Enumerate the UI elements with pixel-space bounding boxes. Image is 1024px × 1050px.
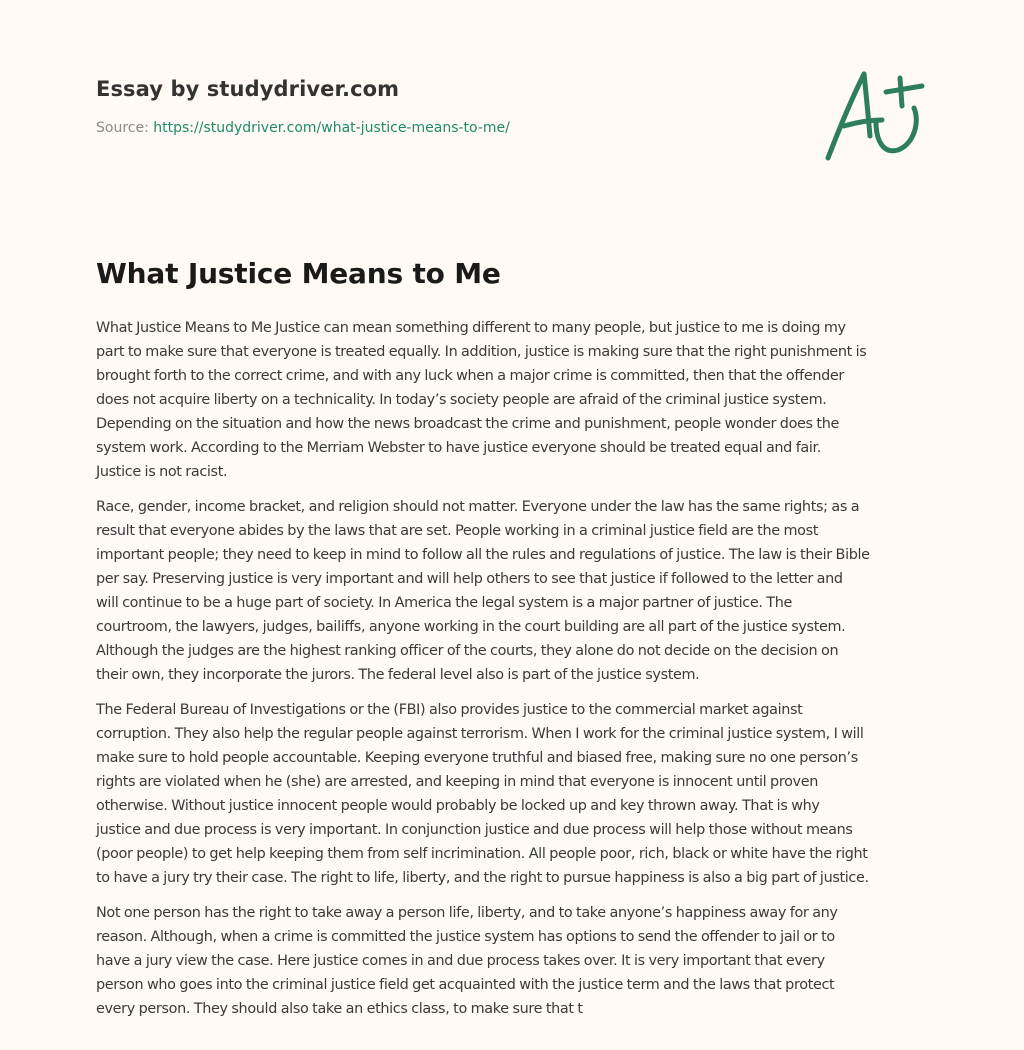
text-line: result that everyone abides by the laws that are set. People working in a criminal justice field are the most	[96, 523, 819, 539]
text-line: make sure to hold people accountable. Keeping everyone truthful and biased free, making sure no one person’s	[96, 750, 858, 766]
text-line: otherwise. Without justice innocent people would probably be locked up and key thrown away. That is why	[96, 798, 820, 814]
text-line: justice and due process is very important. In conjunction justice and due process will help those without means	[96, 822, 853, 838]
text-line: system work. According to the Merriam Webster to have justice everyone should be treated equal and fair.	[96, 440, 821, 456]
essay-body	[96, 316, 936, 1032]
text-line: Depending on the situation and how the news broadcast the crime and punishment, people wonder does the	[96, 416, 839, 432]
source-line	[96, 118, 510, 138]
text-line: every person. They should also take an ethics class, to make sure that t	[96, 1001, 583, 1017]
essay-header	[96, 74, 510, 138]
text-line: have a jury view the case. Here justice comes in and due process takes over. It is very important that every	[96, 953, 825, 969]
text-line: brought forth to the correct crime, and with any luck when a major crime is committed, then that the offender	[96, 368, 844, 384]
text-line: does not acquire liberty on a technicality. In today’s society people are afraid of the criminal justice system.	[96, 392, 827, 408]
essay-paragraph-3	[96, 698, 936, 890]
text-line: What Justice Means to Me Justice can mean something different to many people, but justice to me is doing my	[96, 320, 846, 336]
text-line: to have a jury try their case. The right to life, liberty, and the right to pursue happiness is also a big part of justice.	[96, 870, 869, 886]
essay-paragraph-1	[96, 316, 936, 484]
text-line: Justice is not racist.	[96, 464, 228, 480]
text-line: corruption. They also help the regular people against terrorism. When I work for the criminal justice system, I will	[96, 726, 864, 742]
text-line: will continue to be a huge part of society. In America the legal system is a major partner of justice. The	[96, 595, 793, 611]
text-line: rights are violated when he (she) are arrested, and keeping in mind that everyone is innocent until proven	[96, 774, 818, 790]
source-label: Source:	[96, 120, 154, 136]
source-url-link[interactable]: https://studydriver.com/what-justice-means-to-me/	[153, 120, 510, 136]
text-line: Although the judges are the highest ranking officer of the courts, they alone do not decide on the decision on	[96, 643, 839, 659]
essay-paragraph-4	[96, 901, 936, 1021]
essay-title: What Justice Means to Me	[96, 257, 501, 290]
text-line: part to make sure that everyone is treated equally. In addition, justice is making sure that the right punishment is	[96, 344, 867, 360]
text-line: reason. Although, when a crime is committed the justice system has options to send the offender to jail or to	[96, 929, 835, 945]
text-line: Not one person has the right to take away a person life, liberty, and to take anyone’s happiness away for any	[96, 905, 838, 921]
text-line: per say. Preserving justice is very important and will help others to see that justice if followed to the letter and	[96, 571, 843, 587]
text-line: The Federal Bureau of Investigations or the (FBI) also provides justice to the commercial market against	[96, 702, 803, 718]
text-line: courtroom, the lawyers, judges, bailiffs, anyone working in the court building are all part of the justice system.	[96, 619, 846, 635]
text-line: person who goes into the criminal justice field get acquainted with the justice term and the laws that protect	[96, 977, 835, 993]
text-line: Race, gender, income bracket, and religion should not matter. Everyone under the law has the same rights; as a	[96, 499, 860, 515]
a-plus-grade-icon	[818, 62, 930, 166]
essay-paragraph-2	[96, 495, 936, 687]
site-title: Essay by studydriver.com	[96, 77, 400, 101]
text-line: important people; they need to keep in mind to follow all the rules and regulations of justice. The law is their Bible	[96, 547, 870, 563]
text-line: (poor people) to get help keeping them from self incrimination. All people poor, rich, black or white have the right	[96, 846, 868, 862]
text-line: their own, they incorporate the jurors. The federal level also is part of the justice system.	[96, 667, 700, 683]
